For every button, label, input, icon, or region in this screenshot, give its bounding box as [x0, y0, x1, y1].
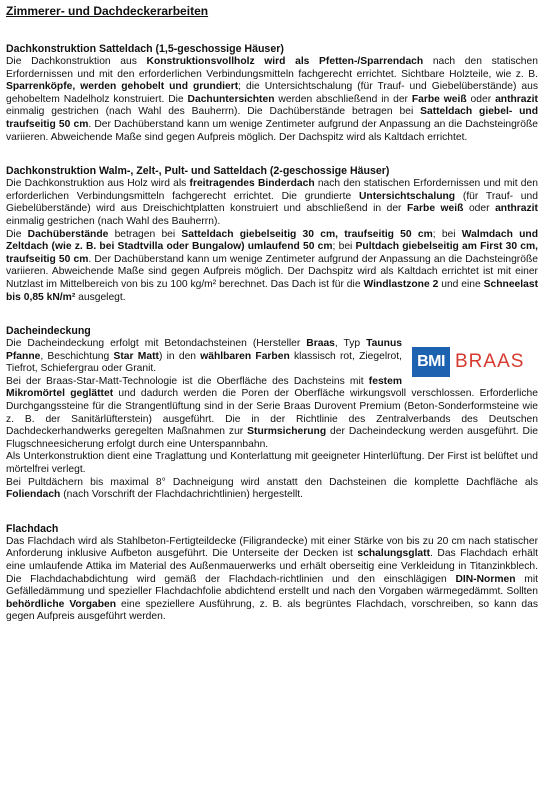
text-run: oder [466, 93, 496, 105]
bold-text: Satteldach giebelseitig 30 cm, traufseitig 50 cm [181, 228, 433, 240]
bold-text: Windlastzone 2 [363, 278, 439, 290]
text-run: Bei der Braas-Star-Matt-Technologie ist die Oberfläche des Dachsteins mit [6, 375, 369, 387]
bold-text: schalungsglatt [357, 548, 431, 560]
sections-container [6, 43, 538, 624]
braas-logo [412, 347, 538, 377]
bold-text: Dachüberstände [27, 228, 109, 240]
bold-text: Star Matt [113, 350, 159, 362]
section [6, 165, 538, 304]
text-run: eine speziellere Ausführung, z. B. als begrüntes Flachdach, vorschreiben, so kann das gegen Aufpreis ausgeführt werden. [6, 598, 538, 623]
text-run: Das Flachdach wird als Stahlbeton-Fertigteildecke (Filigrandecke) mit einer Stärke von bis zu 20 cm nach statischer Anforderung inklusive Aufbeton ausgeführt. Die Unterseite der Decken ist [6, 535, 538, 560]
text-run: ) in den [158, 350, 201, 362]
text-run: Die Dacheindeckung erfolgt mit Betondachsteinen (Hersteller [6, 338, 307, 350]
text-run: der Dacheindeckung werden ausgeführt. Die Flugschneesicherung erfolgt durch eine Unterspannbahn. [6, 426, 538, 450]
paragraph [6, 536, 538, 624]
text-run: ; bei [332, 241, 356, 253]
section [6, 43, 538, 144]
bold-text: wählbaren Farben [200, 350, 290, 362]
text-run: nach den statischen Erfordernissen und mit den erforderlichen Verbindungsmitteln fachgerecht errichtet. Die grundierte [6, 178, 538, 202]
text-run: (für Trauf- und Giebelüberstände) wird aus Dreischichtplatten konstruiert und abschließend in der [6, 190, 538, 215]
text-run: . Der Dachüberstand kann um wenige Zentimeter aufgrund der Anpassung an die Dachsteingröße variieren. Abweichende Maße sind gegen Aufpreis möglich. Der Dachspitz wird als Kaltdach errichtet ist mit einer Nutzlast im Mittelbereich von bis zu 100 kg/m² berechnet. Das Dach ist für die [6, 253, 538, 290]
text-run: betragen bei [108, 228, 182, 240]
text-run: Die [6, 228, 28, 240]
bold-text: behördliche Vorgaben [6, 598, 117, 610]
bold-text: Dachuntersichten [187, 93, 275, 105]
text-run: ausgelegt. [75, 291, 126, 303]
bold-text: Taunus Pfanne [6, 338, 402, 362]
bold-text: Konstruktionsvollholz wird als Pfetten-/Sparrendach [146, 56, 424, 67]
section-heading: Dacheindeckung [6, 325, 91, 338]
text-run: Bei Pultdächern bis maximal 8° Dachneigung wird anstatt den Dachsteinen die komplette Dachfläche als [6, 476, 538, 488]
logo-box: BMI [412, 347, 450, 377]
text-run: Die Dachkonstruktion aus Holz wird als [6, 178, 190, 190]
paragraph [6, 477, 538, 502]
paragraph [6, 178, 538, 228]
text-run: einmalig gestrichen (nach Wahl des Bauherrn). Die Dachüberstände betragen bei [6, 106, 421, 118]
text-run: einmalig gestrichen (nach Wahl des Bauherrn). [6, 215, 221, 227]
text-run: und dadurch werden die Poren der Oberfläche wirkungsvoll verschlossen. Erforderliche Durchgangssteine für die Strangentlüftung sind in der Serie Braas Durovent Premium (Beton-Sonderformsteine wie z. B. der Sanitärlüfterstein) ausgeführt. Die in der Richtlinie des Zentralverbands des Deutschen Dachdeckerhandwerks geregelten Maßnahmen zur [6, 388, 538, 438]
document [6, 4, 538, 624]
bold-text: Satteldach giebel- und traufseitig 50 cm [6, 106, 538, 130]
bold-text: Braas [306, 338, 335, 350]
bold-text: Sparrenköpfe, werden gehobelt und grundiert [6, 81, 239, 93]
text-run: mit Gefälledämmung und spezieller Flachdachfolie abdichtend erstellt und nach den Vorgaben wärmegedämmt. Sollten [6, 573, 538, 598]
bold-text: Untersichtschalung [358, 190, 456, 202]
text-run: werden abschließend in der [274, 93, 412, 105]
page-title: Zimmerer- und Dachdeckerarbeiten [6, 4, 209, 18]
bold-text: Foliendach [6, 489, 61, 501]
bold-text: Walmdach und Zeltdach (wie z. B. bei Stadtvilla oder Bungalow) umlaufend 50 cm [6, 228, 538, 253]
paragraph [6, 376, 538, 452]
text-run: klassisch rot, Ziegelrot, Tiefrot, Schiefergrau oder Granit. [6, 350, 403, 375]
bold-text: anthrazit [495, 203, 538, 215]
logo-word: BRAAS [455, 350, 525, 372]
text-run: Die Dachkonstruktion aus [6, 56, 147, 67]
section [6, 523, 538, 624]
bold-text: anthrazit [495, 93, 538, 105]
bold-text: festem Mikromörtel geglättet [6, 375, 402, 400]
text-run: . Der Dachüberstand kann um wenige Zentimeter aufgrund der Anpassung an die Dachsteingröße variieren. Abweichende Maße sind gegen Aufpreis möglich. Der Dachspitz wird als Kaltdach errichtet. [6, 118, 538, 143]
text-run: und eine [438, 278, 484, 290]
paragraph [6, 451, 538, 476]
section-heading: Dachkonstruktion Satteldach (1,5-geschossige Häuser) [6, 43, 284, 55]
paragraph [6, 56, 538, 144]
text-run: , Beschichtung [40, 350, 114, 362]
bold-text: Pultdach giebelseitig am First 30 cm, traufseitig 50 cm [6, 241, 538, 265]
bold-text: Sturmsicherung [247, 426, 327, 438]
text-run: (nach Vorschrift der Flachdachrichtlinien) hergestellt. [60, 489, 304, 501]
text-run: nach den statischen Erfordernissen und mit den erforderlichen Verbindungsmitteln fachgerecht errichtet. Sichtbare Holzteile, wie z. B. [6, 56, 538, 80]
text-run: oder [463, 203, 496, 215]
bold-text: Farbe weiß [407, 203, 464, 215]
text-run: ; bei [432, 228, 462, 240]
text-run: ; die Untersichtschalung (für Trauf- und Giebelüberstände) aus gehobeltem Nadelholz konstruiert. Die [6, 81, 538, 105]
bold-text: DIN-Normen [455, 573, 516, 585]
bold-text: Farbe weiß [411, 93, 467, 105]
paragraph [6, 229, 538, 305]
section-heading: Dachkonstruktion Walm-, Zelt-, Pult- und Satteldach (2-geschossige Häuser) [6, 165, 390, 178]
section [6, 325, 538, 502]
bold-text: Schneelast bis 0,85 kN/m² [6, 278, 539, 303]
text-run: . Das Flachdach erhält eine umlaufende Attika im Material des Außenmauerwerks und erhält oberseitig eine Verkleidung in Titanzinkblech. Die Flachdachabdichtung wird gemäß der Flachdach-richtlinien und den einschlägigen [6, 548, 538, 585]
text-run: , Typ [334, 338, 367, 350]
text-run: Als Unterkonstruktion dient eine Traglattung und Konterlattung mit geeigneter Hinterlüftung. Der First ist belüftet und mörtelfrei verlegt. [6, 451, 538, 476]
section-heading: Flachdach [6, 522, 59, 535]
bold-text: freitragendes Binderdach [189, 178, 315, 190]
